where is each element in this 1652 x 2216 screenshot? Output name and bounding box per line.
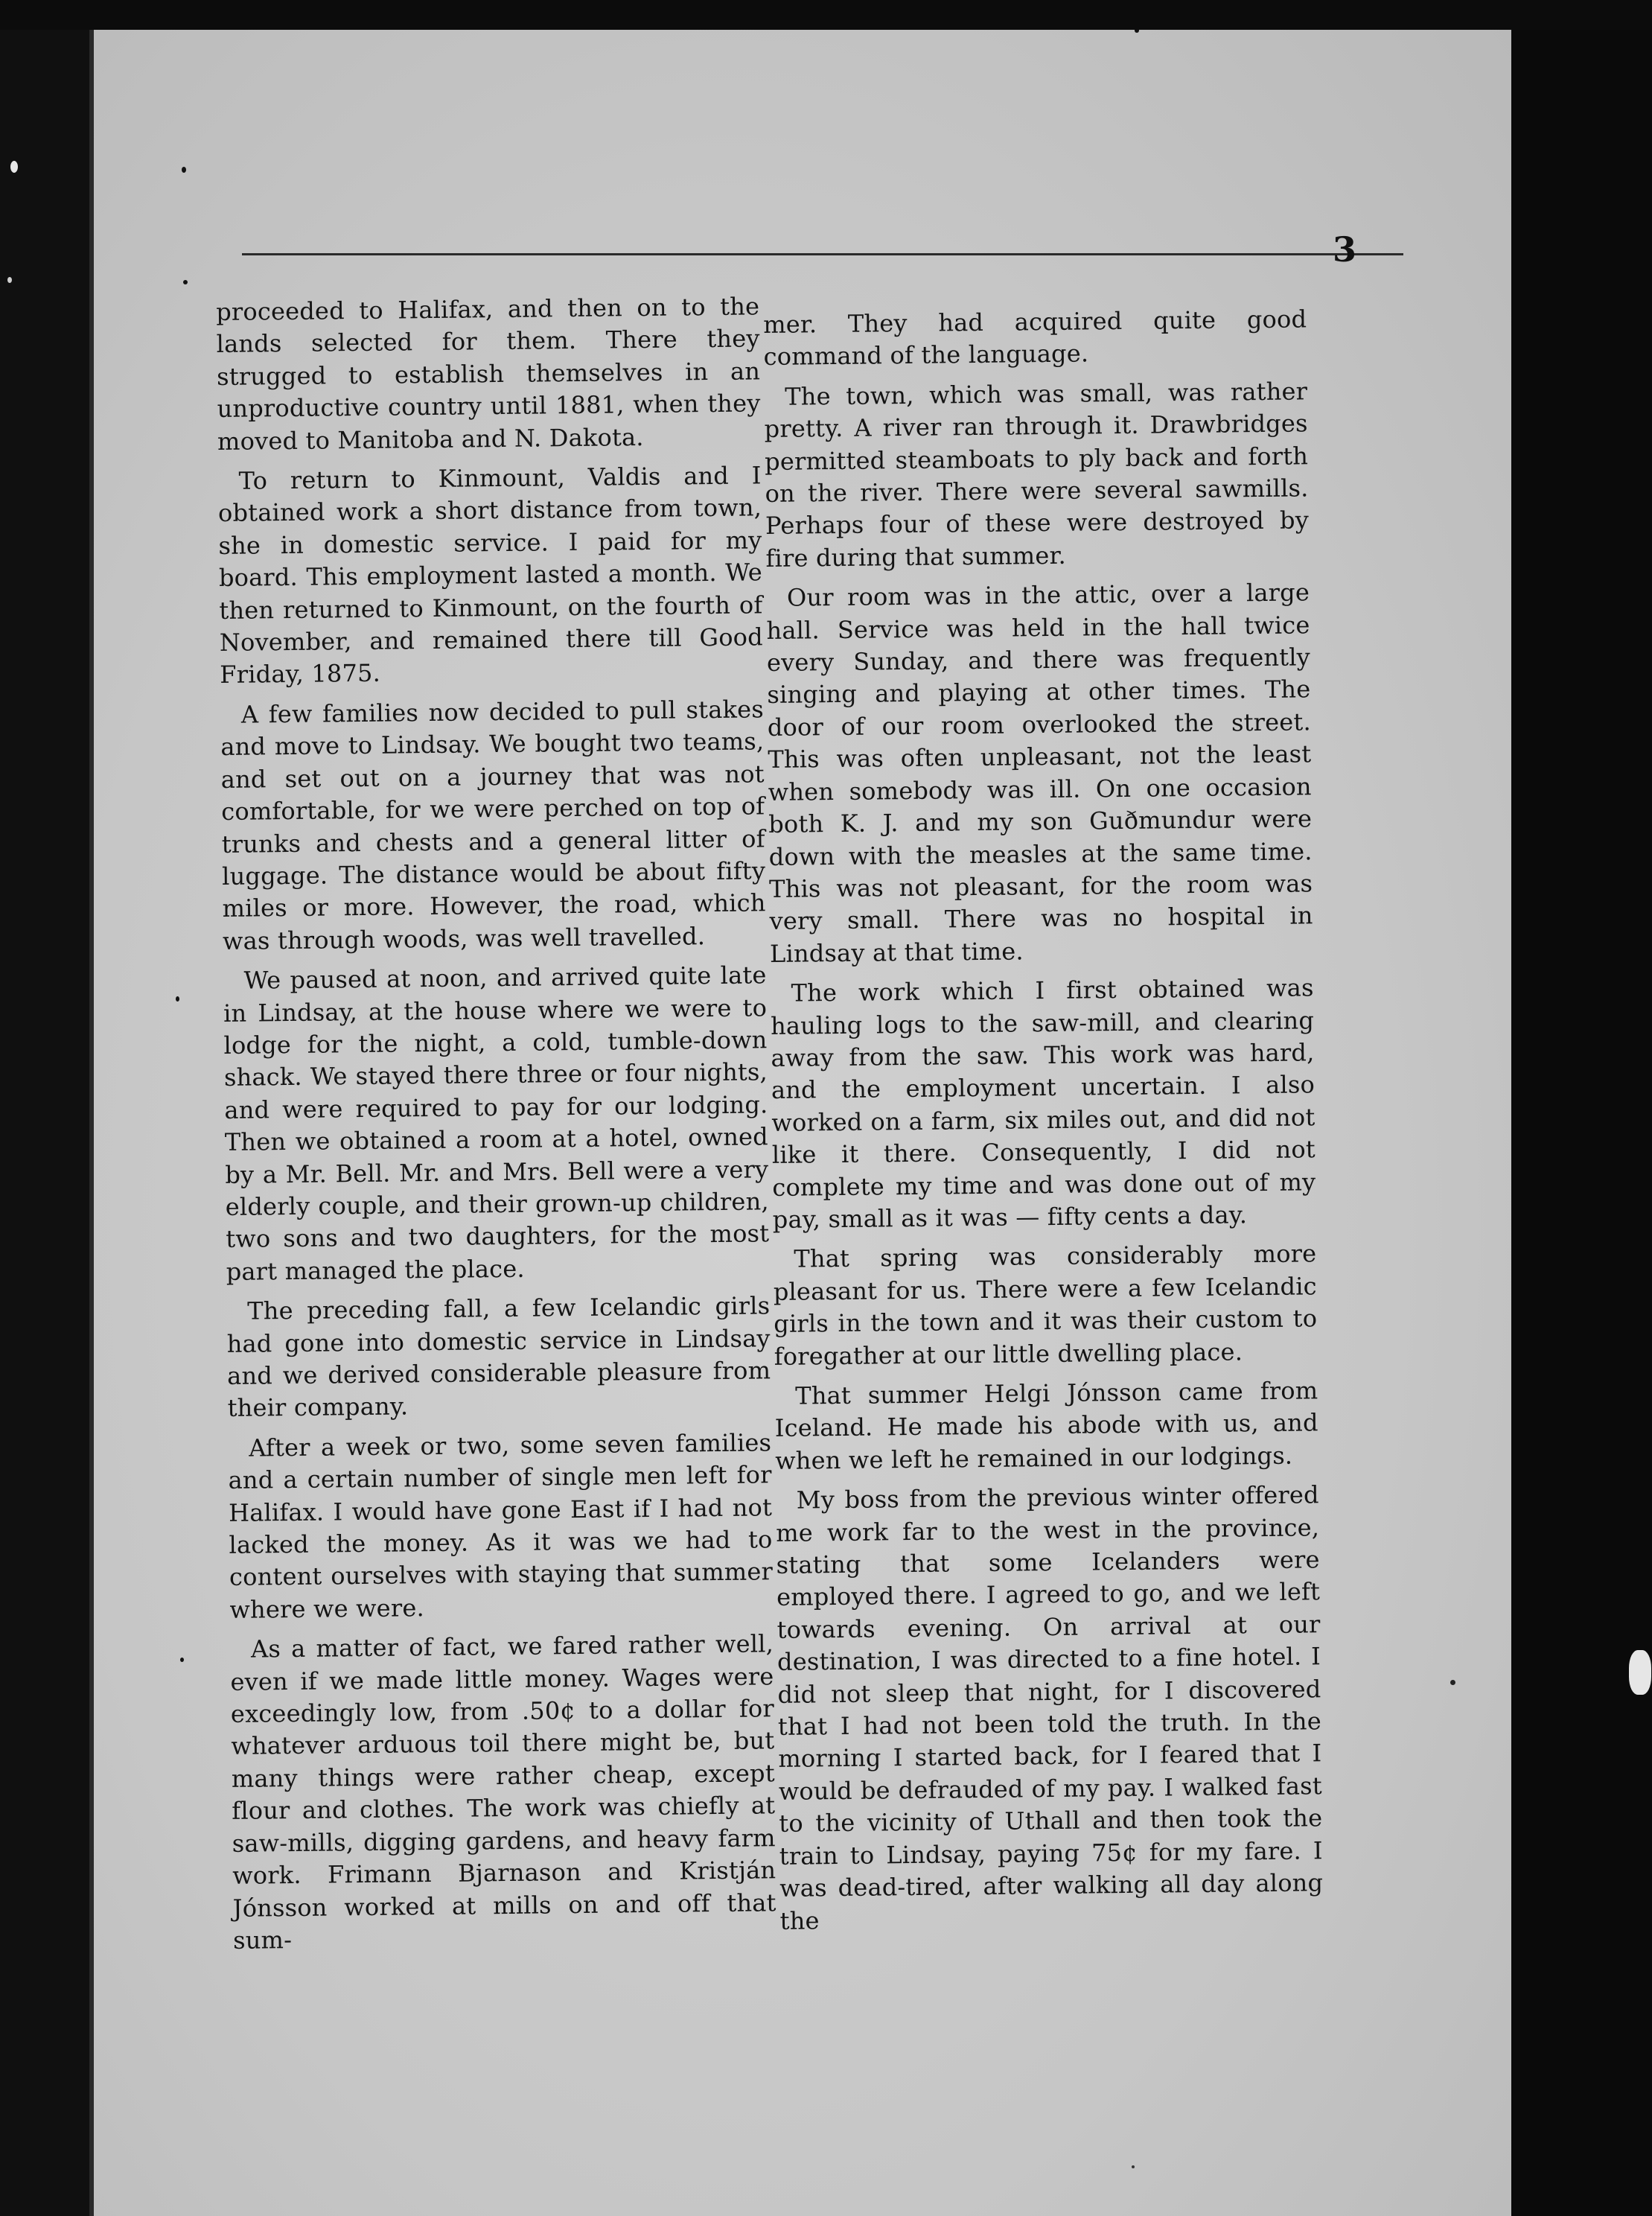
paragraph: That summer Helgi Jónsson came from Iceland. He made his abode with us, and when we left he remained in our lodgings. (774, 1376, 1318, 1475)
paragraph: As a matter of fact, we fared rather well, even if we made little money. Wages were exceedingly low, from .50¢ to a dollar for whatever arduous toil there might be, but many things were rather cheap, except flour and clothes. The work was chiefly at saw-mills, digging gardens, and heavy farm work. Frimann Bjarnason and Kristján Jónsson worked at mills on and off that sum- (230, 1629, 776, 1955)
paragraph: To return to Kinmount, Valdis and I obtained work a short distance from town, she in domestic service. I paid for my board. This employment lasted a month. We then returned to Kinmount, on the fourth of November, and remained there till Good Friday, 1875. (217, 461, 764, 690)
scan-speck (10, 161, 18, 173)
page-speck (176, 996, 179, 1002)
paragraph: After a week or two, some seven families and a certain number of single men left for Halifax. I would have gone East if I had not lacked the money. As it was we had to content ourselves with staying that summer where we were. (228, 1428, 774, 1624)
scan-speck (7, 277, 12, 283)
scan-top-margin (0, 0, 1652, 30)
paragraph: That spring was considerably more pleasant for us. There were a few Icelandic girls in the town and it was their custom to foregather at our little dwelling place. (773, 1239, 1318, 1371)
gutter-line (89, 30, 94, 2216)
document-page (89, 30, 1511, 2216)
text-column-left (216, 290, 776, 1964)
page-speck (182, 167, 186, 173)
page-number: 3 (1333, 229, 1357, 270)
paragraph: The work which I first obtained was hauling logs to the saw-mill, and clearing away from the saw. This work was hard, and the employment uncertain. I also worked on a farm, six miles out, and did not like it there. Consequently, I did not complete my time and was done out of my pay, small as it was — fifty cents a day. (770, 973, 1316, 1234)
page-speck (1450, 1680, 1455, 1685)
paragraph: The town, which was small, was rather pretty. A river ran through it. Drawbridges permitted steamboats to ply back and forth on the river. There were several sawmills. Perhaps four of these were destroyed by fire during that summer. (764, 377, 1310, 573)
page-speck (1135, 30, 1139, 33)
header-rule (242, 253, 1403, 255)
paragraph: The preceding fall, a few Icelandic girls had gone into domestic service in Lindsay and we derived considerable pleasure from their company. (226, 1291, 771, 1423)
scan-left-margin (0, 0, 89, 2216)
scan-speck (1629, 1650, 1651, 1695)
paragraph: We paused at noon, and arrived quite late in Lindsay, at the house where we were to lodge for the night, a cold, tumble-down shack. We stayed there three or four nights, and were required to pay for our lodging. Then we obtained a room at a hotel, owned by a Mr. Bell. Mr. and Mrs. Bell were a very elderly couple, and their grown-up children, two sons and two daughters, for the most part managed the place. (223, 961, 770, 1286)
page-speck (180, 1658, 184, 1662)
page-speck (183, 280, 188, 284)
paragraph: My boss from the previous winter offered me work far to the west in the province, stating that some Icelanders were employed there. I agreed to go, and we left towards evening. On arrival at our destination, I was directed to a fine hotel. I did not sleep that night, for I discovered that I had not been told the truth. In the morning I started back, for I feared that I would be defrauded of my pay. I walked fast to the vicinity of Uthall and then took the train to Lindsay, paying 75¢ for my fare. I was dead-tired, after walking all day along the (776, 1480, 1324, 1935)
paragraph: proceeded to Halifax, and then on to the lands selected for them. There they strugged to establish themselves in an unproductive country until 1881, when they moved to Manitoba and N. Dakota. (216, 292, 761, 456)
paragraph: mer. They had acquired quite good command of the language. (763, 305, 1307, 372)
scan-right-margin (1511, 0, 1652, 2216)
page-speck (1132, 2165, 1135, 2168)
text-column-right (763, 303, 1324, 1944)
paragraph: A few families now decided to pull stakes and move to Lindsay. We bought two teams, and set out on a journey that was not comfortable, for we were perched on top of trunks and chests and a general litter of luggage. The distance would be about fifty miles or more. However, the road, which was through woods, was well travelled. (220, 695, 766, 955)
paragraph: Our room was in the attic, over a large hall. Service was held in the hall twice every Sunday, and there was frequently singing and playing at other times. The door of our room overlooked the street. This was often unpleasant, not the least when somebody was ill. On one occasion both K. J. and my son Guðmundur were down with the measles at the same time. This was not pleasant, for the room was very small. There was no hospital in Lindsay at that time. (766, 578, 1313, 968)
